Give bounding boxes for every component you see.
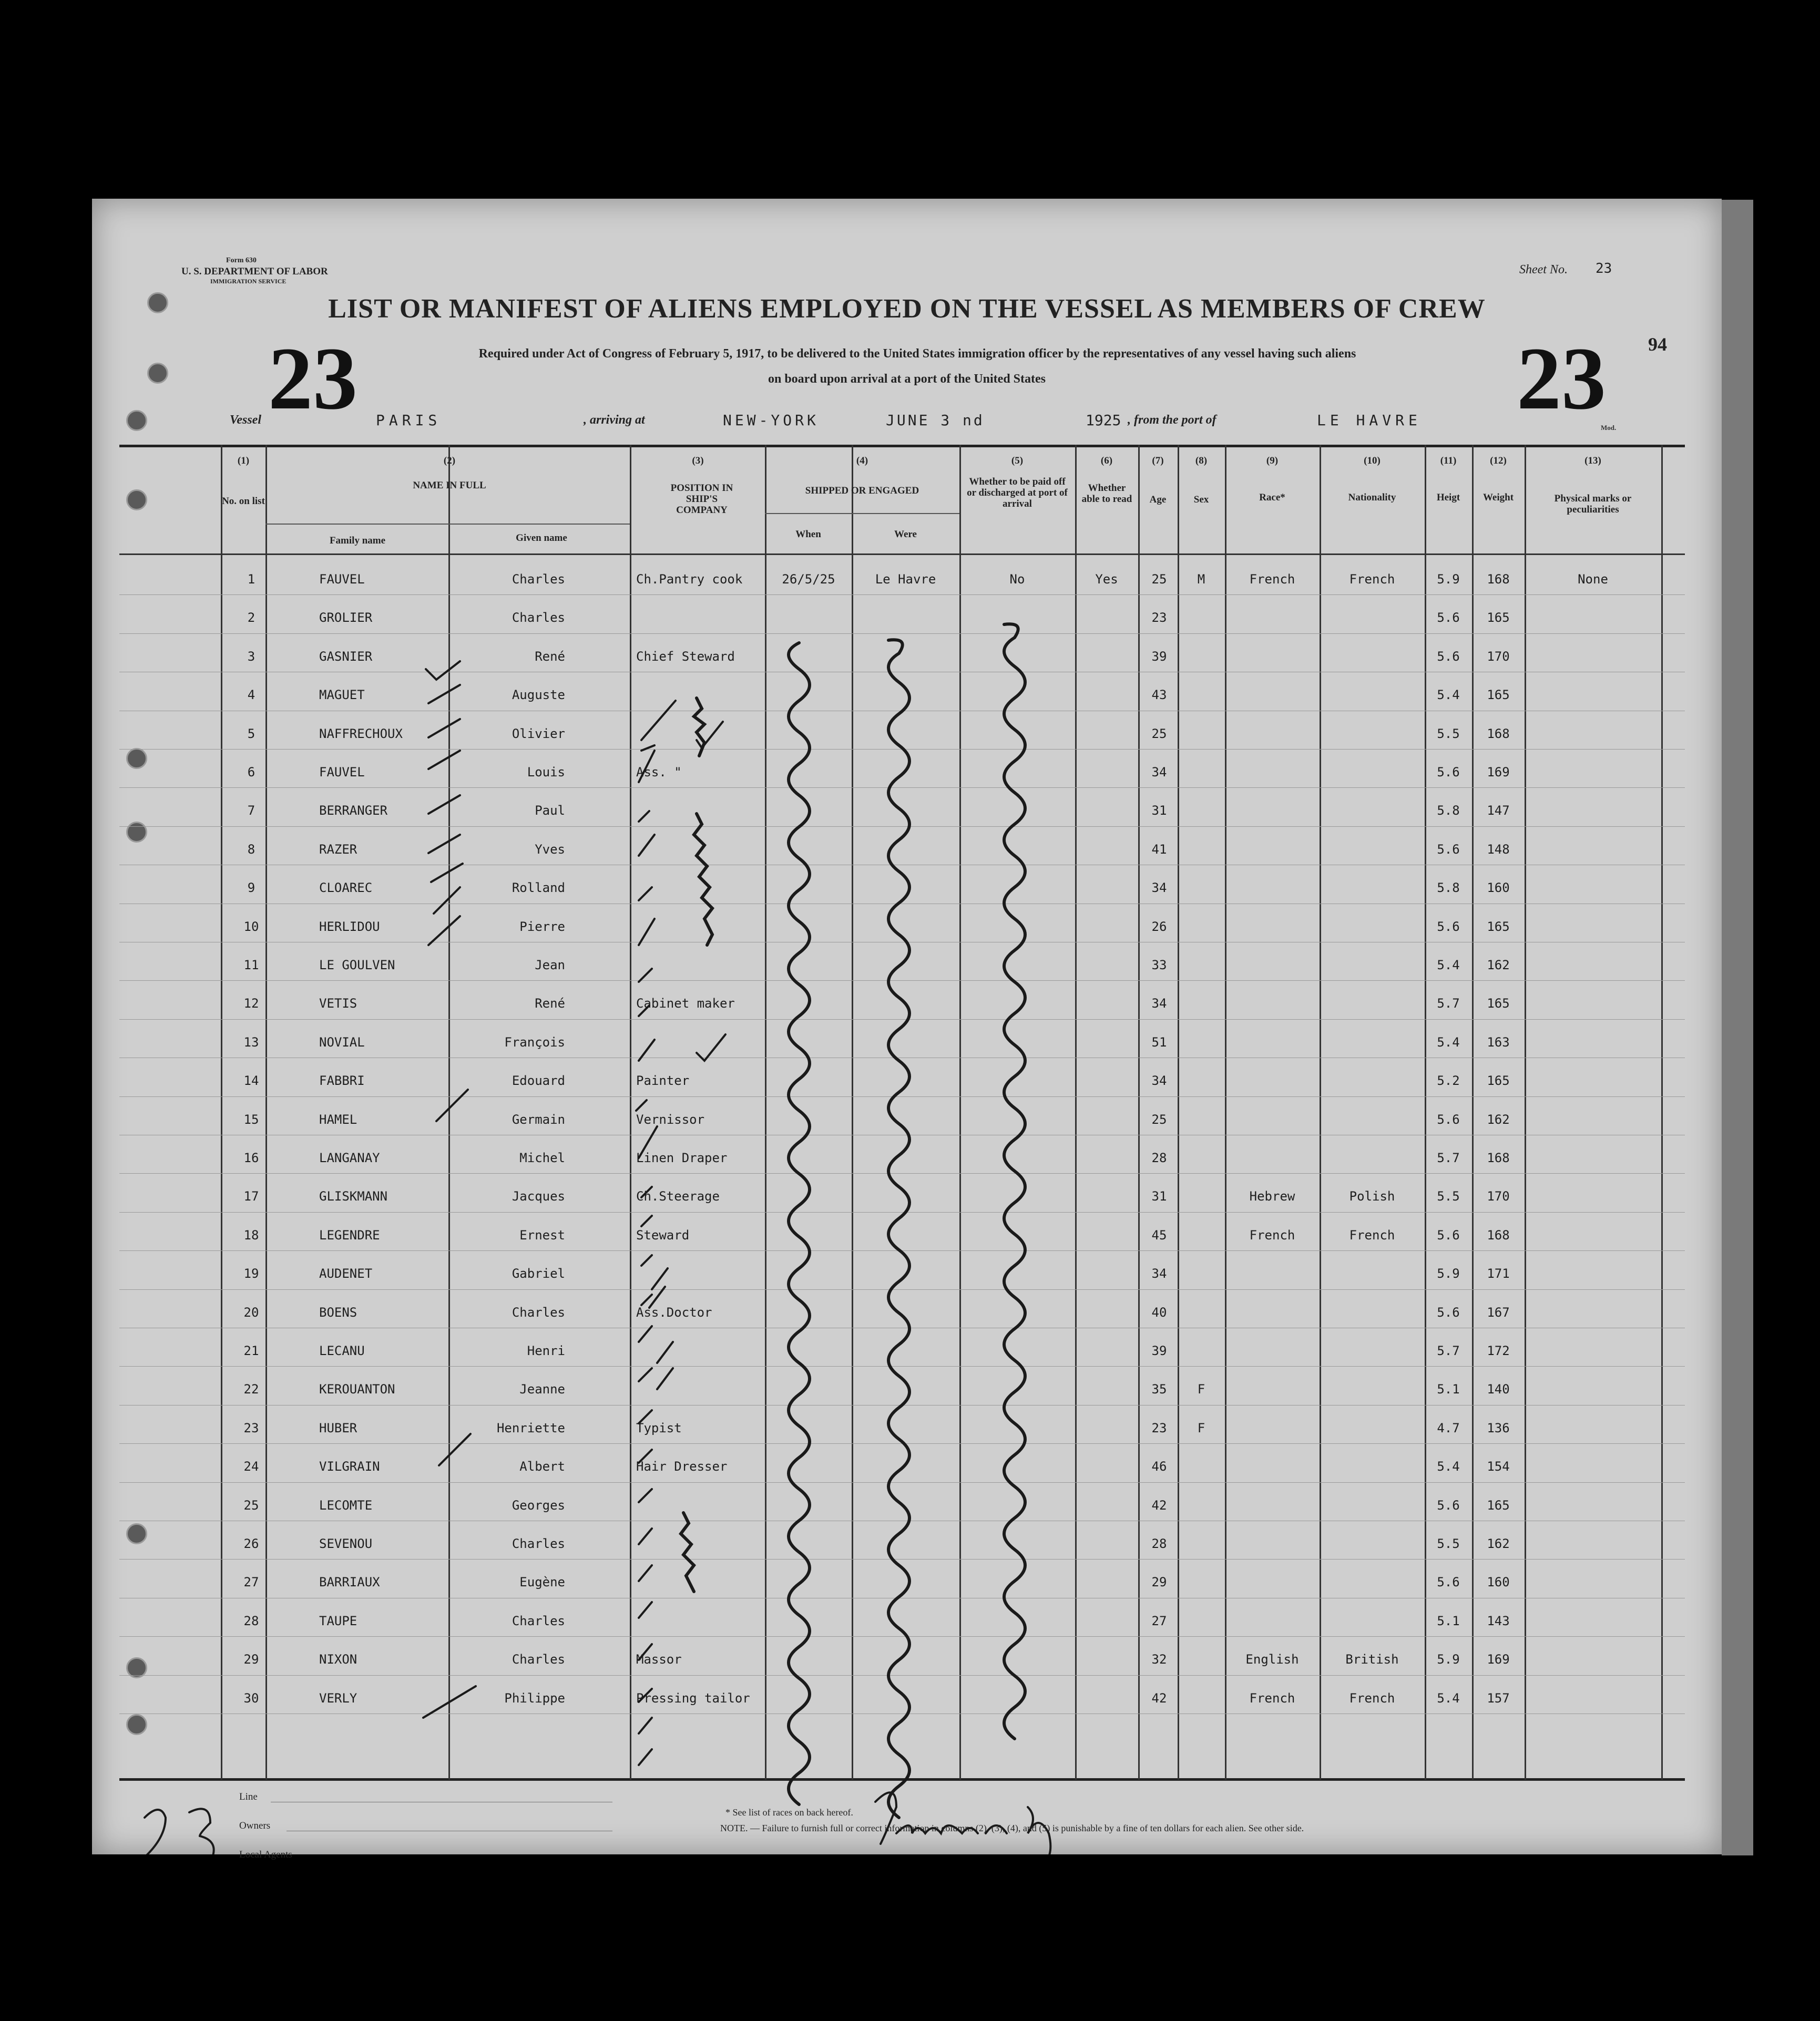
cell-row-number: 9	[247, 880, 255, 896]
adjacent-page-strip	[1722, 200, 1753, 1855]
col7-number: (7)	[1152, 455, 1164, 466]
col-name-header: NAME IN FULL	[413, 480, 486, 491]
col-position-header: POSITION IN SHIP'S COMPANY	[670, 483, 733, 516]
page-corner-number: 94	[1648, 334, 1667, 355]
cell-sex: F	[1197, 1382, 1205, 1397]
cell-given-name: Albert	[519, 1459, 565, 1474]
col13-number: (13)	[1584, 455, 1601, 466]
col5-number: (5)	[1011, 455, 1024, 466]
cell-weight: 172	[1487, 1343, 1510, 1358]
cell-weight: 147	[1487, 803, 1510, 818]
cell-given-name: Charles	[512, 1652, 565, 1667]
cell-height: 5.4	[1437, 958, 1460, 972]
cell-weight: 169	[1487, 765, 1510, 779]
cell-row-number: 21	[243, 1343, 259, 1358]
check-marks-name	[423, 661, 476, 1718]
cell-row-number: 13	[243, 1034, 259, 1050]
col-given-name-header: Given name	[516, 532, 567, 543]
col-physical-marks-header: Physical marks or peculiarities	[1554, 493, 1632, 515]
cell-age: 34	[1151, 996, 1167, 1011]
cell-age: 34	[1151, 1266, 1167, 1281]
manifest-title: LIST OR MANIFEST OF ALIENS EMPLOYED ON THE VESSEL AS MEMBERS OF CREW	[328, 294, 1486, 324]
cell-weight: 136	[1487, 1420, 1510, 1435]
cell-age: 34	[1151, 765, 1167, 779]
cell-position: Typist	[636, 1420, 682, 1435]
cell-weight: 160	[1487, 1575, 1510, 1590]
cell-row-number: 17	[243, 1189, 259, 1204]
sheet-label: Sheet No.	[1519, 263, 1568, 276]
cell-row-number: 20	[243, 1305, 259, 1320]
col-sex-header: Sex	[1193, 494, 1209, 505]
cell-age: 25	[1151, 1112, 1167, 1127]
cell-given-name: François	[504, 1034, 565, 1050]
cell-weight: 169	[1487, 1652, 1510, 1667]
cell-age: 35	[1151, 1382, 1167, 1397]
cell-row-number: 7	[247, 803, 255, 818]
cell-race: French	[1249, 1227, 1295, 1243]
cell-family-name: KEROUANTON	[319, 1382, 395, 1397]
form-number: Form 630	[226, 257, 257, 264]
cell-height: 5.6	[1437, 1305, 1460, 1320]
cell-family-name: BARRIAUX	[319, 1575, 380, 1590]
cell-age: 23	[1151, 1420, 1167, 1435]
cell-given-name: Olivier	[512, 726, 565, 741]
check-marks-position	[636, 701, 676, 1765]
cell-row-number: 22	[243, 1382, 259, 1397]
vessel-label: Vessel	[230, 413, 261, 427]
cell-family-name: GLISKMANN	[319, 1189, 388, 1204]
cell-row-number: 6	[247, 765, 255, 779]
col-race-header: Race*	[1259, 492, 1285, 503]
cell-given-name: Henri	[527, 1343, 565, 1358]
cell-age: 25	[1151, 726, 1167, 741]
cell-age: 33	[1151, 958, 1167, 972]
cell-age: 32	[1151, 1652, 1167, 1667]
cell-position: Massor	[636, 1652, 682, 1667]
cell-position: Ch.Steerage	[636, 1189, 720, 1204]
col-where-header: Were	[894, 529, 917, 540]
cell-position: Chief Steward	[636, 649, 735, 664]
cell-age: 31	[1151, 1189, 1167, 1204]
cell-row-number: 2	[247, 610, 255, 625]
cell-age: 34	[1151, 1073, 1167, 1089]
cell-height: 4.7	[1437, 1420, 1460, 1435]
ditto-squiggle-position-2	[694, 814, 712, 945]
col3-number: (3)	[692, 455, 704, 466]
cell-weight: 168	[1487, 572, 1510, 587]
cell-height: 5.9	[1437, 572, 1460, 587]
cell-given-name: Eugène	[519, 1575, 565, 1590]
cell-family-name: SEVENOU	[319, 1536, 373, 1551]
arrival-year: 1925	[1086, 412, 1121, 429]
cell-height: 5.6	[1437, 1497, 1460, 1513]
ditto-wave-where	[888, 640, 909, 1818]
col2-number: (2)	[443, 455, 456, 466]
cell-row-number: 25	[243, 1497, 259, 1513]
requirement-line-1: Required under Act of Congress of February 5, 1917, to be delivered to the United States immigration officer by the representatives of any vessel having such aliens	[478, 347, 1356, 361]
col9-number: (9)	[1266, 455, 1279, 466]
cell-given-name: Paul	[535, 803, 565, 818]
cell-position: Painter	[636, 1073, 690, 1089]
check-marks-misc	[649, 722, 725, 1389]
cell-given-name: Charles	[512, 1305, 565, 1320]
cell-position: Steward	[636, 1227, 690, 1243]
cell-given-name: Pierre	[519, 919, 565, 934]
cell-position: Vernissor	[636, 1112, 705, 1127]
cell-height: 5.6	[1437, 765, 1460, 779]
cell-given-name: Michel	[519, 1151, 565, 1165]
cell-family-name: FABBRI	[319, 1073, 365, 1089]
cell-weight: 171	[1487, 1266, 1510, 1281]
ditto-wave-paid	[1004, 624, 1025, 1739]
cell-position: Ass.Doctor	[636, 1305, 712, 1320]
col8-number: (8)	[1195, 455, 1208, 466]
cell-height: 5.7	[1437, 1151, 1460, 1165]
col-weight-header: Weight	[1482, 492, 1514, 503]
cell-family-name: RAZER	[319, 842, 357, 857]
ditto-squiggle-position-3	[681, 1513, 694, 1592]
cell-sex: F	[1197, 1420, 1205, 1435]
sheet-number: 23	[1596, 261, 1612, 276]
footer-races-note: * See list of races on back hereof.	[725, 1807, 853, 1818]
col-age-header: Age	[1149, 494, 1167, 505]
big-sheet-number-right: 23	[1517, 329, 1606, 428]
cell-given-name: Jean	[535, 958, 565, 972]
cell-given-name: Auguste	[512, 688, 565, 703]
cell-weight: 168	[1487, 726, 1510, 741]
col4-number: (4)	[856, 455, 868, 466]
cell-age: 40	[1151, 1305, 1167, 1320]
cell-row-number: 19	[243, 1266, 259, 1281]
cell-race: English	[1245, 1652, 1299, 1667]
cell-given-name: Philippe	[504, 1690, 565, 1706]
manifest-sheet	[92, 199, 1722, 1860]
handwritten-marks	[92, 199, 1722, 1854]
cell-position: Linen Draper	[636, 1151, 728, 1165]
cell-height: 5.6	[1437, 919, 1460, 934]
cell-row-number: 23	[243, 1420, 259, 1435]
cell-family-name: BOENS	[319, 1305, 357, 1320]
cell-given-name: Charles	[512, 610, 565, 625]
cell-age: 26	[1151, 919, 1167, 934]
cell-weight: 162	[1487, 1112, 1510, 1127]
cell-row-number: 16	[243, 1151, 259, 1165]
cell-given-name: Jeanne	[519, 1382, 565, 1397]
cell-weight: 170	[1487, 1189, 1510, 1204]
cell-height: 5.4	[1437, 1034, 1460, 1050]
arriving-label: , arriving at	[584, 413, 645, 427]
cell-age: 25	[1151, 572, 1167, 587]
cell-row-number: 4	[247, 688, 255, 703]
cell-height: 5.4	[1437, 688, 1460, 703]
cell-family-name: AUDENET	[319, 1266, 373, 1281]
footer-agents-label: Local Agents	[239, 1849, 292, 1860]
col1-number: (1)	[237, 455, 250, 466]
cell-row-number: 1	[247, 572, 255, 587]
col6-number: (6)	[1100, 455, 1113, 466]
cell-given-name: Henriette	[496, 1420, 565, 1435]
cell-age: 31	[1151, 803, 1167, 818]
cell-given-name: René	[535, 996, 565, 1011]
cell-weight: 162	[1487, 1536, 1510, 1551]
col-able-to-read-header: Whether able to read	[1081, 483, 1132, 505]
cell-given-name: Ernest	[519, 1227, 565, 1243]
cell-weight: 165	[1487, 1073, 1510, 1089]
cell-family-name: HAMEL	[319, 1112, 357, 1127]
from-port: LE HAVRE	[1317, 412, 1422, 429]
cell-height: 5.9	[1437, 1266, 1460, 1281]
cell-height: 5.9	[1437, 1652, 1460, 1667]
cell-family-name: NAFFRECHOUX	[319, 726, 403, 741]
cell-family-name: LANGANAY	[319, 1151, 380, 1165]
cell-height: 5.7	[1437, 996, 1460, 1011]
cell-weight: 167	[1487, 1305, 1510, 1320]
cell-race: French	[1249, 1690, 1295, 1706]
cell-age: 45	[1151, 1227, 1167, 1243]
cell-family-name: BERRANGER	[319, 803, 388, 818]
cell-age: 43	[1151, 688, 1167, 703]
cell-weight: 165	[1487, 919, 1510, 934]
cell-row-number: 3	[247, 649, 255, 664]
cell-row-number: 28	[243, 1613, 259, 1628]
big-sheet-number-left: 23	[268, 329, 357, 428]
cell-height: 5.5	[1437, 1189, 1460, 1204]
vessel-name: PARIS	[376, 412, 442, 429]
cell-height: 5.1	[1437, 1382, 1460, 1397]
cell-physical-marks: None	[1578, 572, 1608, 587]
cell-height: 5.4	[1437, 1690, 1460, 1706]
cell-family-name: LECANU	[319, 1343, 365, 1358]
cell-family-name: VETIS	[319, 996, 357, 1011]
cell-family-name: TAUPE	[319, 1613, 357, 1628]
cell-position: Ass. "	[636, 765, 682, 779]
cell-row-number: 11	[243, 958, 259, 972]
requirement-line-2: on board upon arrival at a port of the United States	[768, 372, 1046, 386]
col-when-header: When	[795, 529, 821, 540]
cell-height: 5.1	[1437, 1613, 1460, 1628]
cell-family-name: GROLIER	[319, 610, 373, 625]
col-no-on-list-header: No. on list	[222, 496, 265, 507]
col-shipped-header: SHIPPED OR ENGAGED	[805, 485, 919, 496]
cell-row-number: 27	[243, 1575, 259, 1590]
cell-given-name: Edouard	[512, 1073, 565, 1089]
cell-nationality: Polish	[1349, 1189, 1395, 1204]
col-nationality-header: Nationality	[1348, 492, 1396, 503]
cell-weight: 165	[1487, 610, 1510, 625]
cell-family-name: HUBER	[319, 1420, 357, 1435]
cell-family-name: LEGENDRE	[319, 1227, 380, 1243]
cell-row-number: 18	[243, 1227, 259, 1243]
cell-height: 5.6	[1437, 1227, 1460, 1243]
cell-height: 5.5	[1437, 726, 1460, 741]
cell-age: 29	[1151, 1575, 1167, 1590]
cell-family-name: VILGRAIN	[319, 1459, 380, 1474]
mod-label: Mod.	[1601, 424, 1617, 432]
cell-height: 5.6	[1437, 842, 1460, 857]
department-name: U. S. DEPARTMENT OF LABOR	[181, 266, 328, 277]
cell-row-number: 15	[243, 1112, 259, 1127]
cell-nationality: French	[1349, 1690, 1395, 1706]
cell-family-name: MAGUET	[319, 688, 365, 703]
cell-age: 28	[1151, 1151, 1167, 1165]
col-family-name-header: Family name	[329, 535, 386, 546]
cell-row-number: 29	[243, 1652, 259, 1667]
cell-row-number: 26	[243, 1536, 259, 1551]
cell-weight: 170	[1487, 649, 1510, 664]
cell-height: 5.6	[1437, 610, 1460, 625]
cell-age: 51	[1151, 1034, 1167, 1050]
cell-row-number: 14	[243, 1073, 259, 1089]
cell-race: Hebrew	[1249, 1189, 1295, 1204]
cell-weight: 143	[1487, 1613, 1510, 1628]
cell-age: 39	[1151, 649, 1167, 664]
cell-family-name: HERLIDOU	[319, 919, 380, 934]
cell-position: Pressing tailor	[636, 1690, 750, 1706]
cell-family-name: LECOMTE	[319, 1497, 373, 1513]
cell-nationality: French	[1349, 572, 1395, 587]
cell-age: 28	[1151, 1536, 1167, 1551]
service-name: IMMIGRATION SERVICE	[210, 278, 287, 285]
cell-family-name: FAUVEL	[319, 765, 365, 779]
cell-row-number: 24	[243, 1459, 259, 1474]
cell-weight: 165	[1487, 996, 1510, 1011]
cell-height: 5.6	[1437, 1112, 1460, 1127]
cell-given-name: René	[535, 649, 565, 664]
cell-family-name: FAUVEL	[319, 572, 365, 587]
cell-weight: 162	[1487, 958, 1510, 972]
cell-age: 41	[1151, 842, 1167, 857]
cell-given-name: Charles	[512, 1613, 565, 1628]
col11-number: (11)	[1440, 455, 1457, 466]
cell-age: 39	[1151, 1343, 1167, 1358]
cell-age: 27	[1151, 1613, 1167, 1628]
handwritten-23	[142, 1809, 214, 1854]
cell-weight: 160	[1487, 880, 1510, 896]
cell-given-name: Jacques	[512, 1189, 565, 1204]
cell-row-number: 30	[243, 1690, 259, 1706]
cell-weight: 140	[1487, 1382, 1510, 1397]
cell-height: 5.8	[1437, 880, 1460, 896]
cell-row-number: 5	[247, 726, 255, 741]
cell-height: 5.8	[1437, 803, 1460, 818]
cell-family-name: VERLY	[319, 1690, 357, 1706]
cell-given-name: Charles	[512, 1536, 565, 1551]
cell-sex: M	[1197, 572, 1205, 587]
col12-number: (12)	[1490, 455, 1507, 466]
cell-weight: 163	[1487, 1034, 1510, 1050]
arriving-date: JUNE 3 nd	[886, 412, 985, 429]
arriving-port: NEW-YORK	[723, 412, 819, 429]
from-port-label: , from the port of	[1128, 413, 1216, 427]
cell-age: 46	[1151, 1459, 1167, 1474]
cell-weight: 168	[1487, 1227, 1510, 1243]
cell-shipped-where: Le Havre	[875, 572, 936, 587]
cell-given-name: Gabriel	[512, 1266, 565, 1281]
cell-weight: 168	[1487, 1151, 1510, 1165]
col10-number: (10)	[1364, 455, 1381, 466]
cell-height: 5.7	[1437, 1343, 1460, 1358]
cell-family-name: CLOAREC	[319, 880, 373, 896]
cell-family-name: GASNIER	[319, 649, 373, 664]
cell-able-to-read: Yes	[1095, 572, 1118, 587]
cell-weight: 157	[1487, 1690, 1510, 1706]
cell-age: 42	[1151, 1497, 1167, 1513]
cell-given-name: Georges	[512, 1497, 565, 1513]
cell-height: 5.4	[1437, 1459, 1460, 1474]
cell-height: 5.6	[1437, 649, 1460, 664]
cell-family-name: NOVIAL	[319, 1034, 365, 1050]
cell-age: 34	[1151, 880, 1167, 896]
cell-nationality: French	[1349, 1227, 1395, 1243]
cell-family-name: NIXON	[319, 1652, 357, 1667]
cell-shipped-when: 26/5/25	[782, 572, 835, 587]
cell-family-name: LE GOULVEN	[319, 958, 395, 972]
cell-row-number: 8	[247, 842, 255, 857]
footer-penalty-note: NOTE. — Failure to furnish full or correct information in columns (2), (3), (4), and (5) is punishable by a fine of ten dollars for each alien. See other side.	[720, 1823, 1304, 1833]
col-height-header: Heigt	[1436, 492, 1460, 503]
cell-age: 23	[1151, 610, 1167, 625]
cell-row-number: 12	[243, 996, 259, 1011]
ditto-wave-when	[789, 643, 810, 1804]
cell-weight: 165	[1487, 1497, 1510, 1513]
cell-weight: 165	[1487, 688, 1510, 703]
cell-given-name: Germain	[512, 1112, 565, 1127]
cell-row-number: 10	[243, 919, 259, 934]
footer-owners-label: Owners	[239, 1820, 271, 1831]
cell-height: 5.2	[1437, 1073, 1460, 1089]
cell-height: 5.6	[1437, 1575, 1460, 1590]
col-paid-off-header: Whether to be paid off or discharged at port of arrival	[967, 476, 1068, 509]
footer-line-label: Line	[239, 1791, 258, 1802]
cell-paid-off: No	[1009, 572, 1025, 587]
cell-age: 42	[1151, 1690, 1167, 1706]
cell-position: Ch.Pantry cook	[636, 572, 743, 587]
cell-nationality: British	[1345, 1652, 1399, 1667]
cell-given-name: Yves	[535, 842, 565, 857]
cell-weight: 154	[1487, 1459, 1510, 1474]
cell-race: French	[1249, 572, 1295, 587]
cell-position: Hair Dresser	[636, 1459, 728, 1474]
cell-weight: 148	[1487, 842, 1510, 857]
cell-height: 5.5	[1437, 1536, 1460, 1551]
cell-position: Cabinet maker	[636, 996, 735, 1011]
cell-given-name: Charles	[512, 572, 565, 587]
cell-given-name: Louis	[527, 765, 565, 779]
cell-given-name: Rolland	[512, 880, 565, 896]
